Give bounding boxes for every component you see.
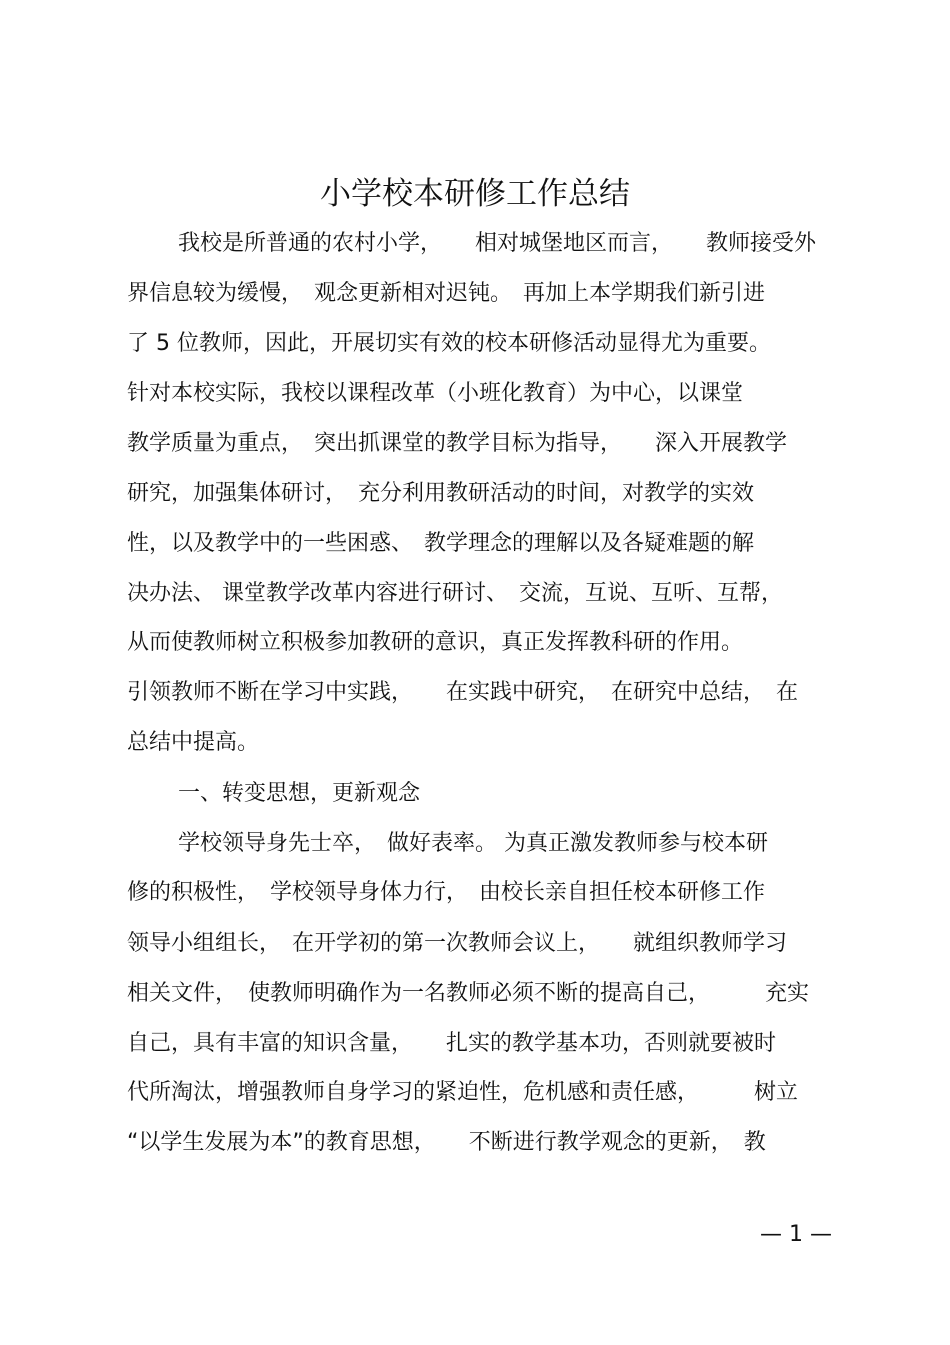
text-line-18: 代所淘汰，增强教师自身学习的紧迫性，危机感和责任感， 树立	[127, 1080, 799, 1105]
text-line-16: 相关文件， 使教师明确作为一名教师必须不断的提高自己， 充实	[127, 981, 810, 1006]
text-line-10: 引领教师不断在学习中实践， 在实践中研究， 在研究中总结， 在	[127, 680, 799, 705]
section-heading: 一、转变思想，更新观念	[178, 781, 421, 806]
text-line-14: 修的积极性， 学校领导身体力行， 由校长亲自担任校本研修工作	[127, 880, 766, 905]
text-line-7: 性，以及教学中的一些困惑、 教学理念的理解以及各疑难题的解	[127, 531, 755, 556]
text-line-11: 总结中提高。	[127, 730, 260, 755]
text-line-17: 自己，具有丰富的知识含量， 扎实的教学基本功，否则就要被时	[127, 1031, 777, 1056]
text-line-3: 了 5 位教师，因此，开展切实有效的校本研修活动显得尤为重要。	[127, 331, 771, 356]
text-line-13: 学校领导身先士卒， 做好表率。 为真正激发教师参与校本研	[178, 831, 768, 856]
page-number: — 1 —	[760, 1222, 832, 1247]
text-line-15: 领导小组组长， 在开学初的第一次教师会议上， 就组织教师学习	[127, 931, 788, 956]
document-title: 小学校本研修工作总结	[320, 176, 630, 212]
text-line-9: 从而使教师树立积极参加教研的意识，真正发挥教科研的作用。	[127, 630, 744, 655]
text-line-2: 界信息较为缓慢， 观念更新相对迟钝。 再加上本学期我们新引进	[127, 281, 766, 306]
text-line-8: 决办法、 课堂教学改革内容进行研讨、 交流，互说、互听、互帮，	[127, 581, 783, 606]
text-line-4: 针对本校实际，我校以课程改革（小班化教育）为中心，以课堂	[127, 381, 744, 406]
text-line-19: “以学生发展为本”的教育思想， 不断进行教学观念的更新， 教	[127, 1130, 766, 1155]
text-line-5: 教学质量为重点， 突出抓课堂的教学目标为指导， 深入开展教学	[127, 431, 788, 456]
text-line-6: 研究，加强集体研讨， 充分利用教研活动的时间，对教学的实效	[127, 481, 755, 506]
text-line-1: 我校是所普通的农村小学， 相对城堡地区而言， 教师接受外	[178, 231, 817, 256]
